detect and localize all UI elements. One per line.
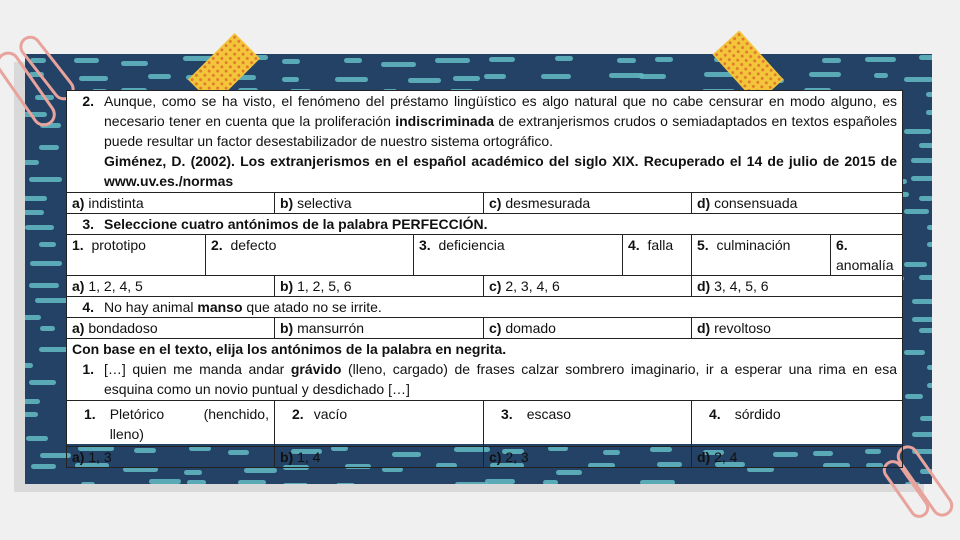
chalk-dash-decoration bbox=[919, 143, 932, 148]
option-cell[interactable] bbox=[67, 193, 275, 214]
chalk-dash-decoration bbox=[541, 74, 570, 79]
chalk-dash-decoration bbox=[336, 483, 355, 484]
q5-words-row bbox=[67, 401, 903, 447]
chalk-dash-decoration bbox=[39, 242, 56, 247]
word-cell: 2. vacío bbox=[275, 401, 484, 447]
chalk-dash-decoration bbox=[926, 110, 932, 115]
q3-prompt bbox=[67, 214, 903, 235]
chalk-dash-decoration bbox=[919, 55, 932, 60]
chalk-dash-decoration bbox=[865, 57, 896, 62]
chalk-dash-decoration bbox=[435, 58, 470, 63]
option-cell[interactable]: b) 1, 2, 5, 6 bbox=[275, 276, 484, 297]
chalk-dash-decoration bbox=[484, 74, 506, 79]
option-cell[interactable]: a) bondadoso bbox=[67, 318, 275, 339]
chalk-dash-decoration bbox=[81, 482, 95, 484]
chalk-dash-decoration bbox=[822, 58, 841, 63]
option-letter: a) bbox=[72, 195, 85, 211]
chalk-dash-decoration bbox=[244, 468, 277, 473]
option-letter: d) bbox=[697, 195, 711, 211]
chalk-dash-decoration bbox=[927, 383, 932, 388]
q4-bold-word: manso bbox=[197, 299, 243, 315]
chalk-dash-decoration bbox=[489, 57, 515, 62]
q4-prompt: 4. No hay animal manso que atado no se irrite. bbox=[67, 297, 903, 318]
chalk-dash-decoration bbox=[121, 61, 148, 66]
chalk-dash-decoration bbox=[31, 464, 56, 469]
word-cell: 3. escaso bbox=[484, 401, 692, 447]
chalk-dash-decoration bbox=[904, 129, 932, 134]
q2-citation: Giménez, D. (2002). Los extranjerismos en el español académico del siglo XIX. Recuperado el 14 de julio de 2015 de www.uv.es./normas bbox=[104, 153, 897, 189]
chalk-dash-decoration bbox=[40, 326, 55, 331]
option-cell[interactable] bbox=[484, 193, 692, 214]
chalk-dash-decoration bbox=[26, 436, 48, 441]
option-cell[interactable]: d) revoltoso bbox=[692, 318, 903, 339]
q3-words-row bbox=[67, 235, 903, 276]
option-cell[interactable]: c) 2, 3 bbox=[484, 447, 692, 468]
q3-number: 3. bbox=[82, 216, 94, 232]
word-cell: 5. culminación bbox=[692, 235, 831, 276]
word-cell: 4. sórdido bbox=[692, 401, 903, 447]
chalk-dash-decoration bbox=[25, 210, 44, 215]
option-cell[interactable]: a) 1, 3 bbox=[67, 447, 275, 468]
chalk-dash-decoration bbox=[617, 58, 636, 63]
q5-number: 1. bbox=[82, 361, 94, 377]
chalk-dash-decoration bbox=[874, 73, 889, 78]
chalk-dash-decoration bbox=[148, 74, 172, 79]
option-text: desmesurada bbox=[505, 195, 591, 211]
chalk-dash-decoration bbox=[927, 225, 932, 230]
chalk-dash-decoration bbox=[912, 299, 932, 304]
word-cell: 1. Pletórico (henchido, lleno) bbox=[67, 401, 275, 447]
q3-options-row bbox=[67, 276, 903, 297]
word-cell: 2. defecto bbox=[206, 235, 414, 276]
q5-heading: Con base en el texto, elija los antónimos de la palabra en negrita. bbox=[72, 341, 507, 357]
exam-sheet bbox=[66, 90, 902, 465]
chalk-dash-decoration bbox=[911, 176, 932, 181]
chalk-dash-decoration bbox=[35, 298, 69, 303]
chalk-dash-decoration bbox=[543, 480, 558, 484]
q2-text-b: de extranjerismos crudos o semiadaptados en textos españoles puede resultar un factor desestabilizador de nuestro sistema ortográfico. bbox=[104, 113, 897, 149]
chalk-dash-decoration bbox=[920, 416, 932, 421]
chalk-dash-decoration bbox=[25, 399, 40, 404]
option-cell[interactable]: c) 2, 3, 4, 6 bbox=[484, 276, 692, 297]
chalk-dash-decoration bbox=[29, 177, 63, 182]
option-text: selectiva bbox=[297, 195, 352, 211]
chalk-dash-decoration bbox=[912, 317, 932, 322]
option-cell[interactable]: c) domado bbox=[484, 318, 692, 339]
chalk-dash-decoration bbox=[187, 480, 206, 484]
chalk-dash-decoration bbox=[555, 56, 573, 61]
chalk-dash-decoration bbox=[904, 350, 924, 355]
chalk-dash-decoration bbox=[927, 242, 932, 247]
option-cell[interactable]: a) 1, 2, 4, 5 bbox=[67, 276, 275, 297]
chalk-dash-decoration bbox=[408, 78, 441, 83]
chalk-dash-decoration bbox=[25, 196, 47, 201]
chalk-dash-decoration bbox=[655, 57, 672, 62]
chalk-dash-decoration bbox=[25, 160, 39, 165]
chalk-dash-decoration bbox=[283, 483, 308, 484]
chalk-dash-decoration bbox=[282, 77, 299, 82]
chalk-dash-decoration bbox=[904, 77, 932, 82]
q5-options-row bbox=[67, 447, 903, 468]
q2-passage bbox=[67, 91, 903, 193]
chalk-dash-decoration bbox=[911, 158, 932, 163]
chalk-dash-decoration bbox=[455, 482, 489, 484]
chalk-dash-decoration bbox=[25, 315, 41, 320]
q5-passage: Con base en el texto, elija los antónimos de la palabra en negrita. 1. […] quien me manda andar grávido (lleno, cargado) de frases calzar sombrero imaginario, ir a esperar una rima en esa esquina como un novio puntual y desdichado […] bbox=[67, 339, 903, 401]
chalk-dash-decoration bbox=[335, 77, 368, 82]
chalk-dash-decoration bbox=[809, 72, 840, 77]
option-cell[interactable]: d) 2, 4 bbox=[692, 447, 903, 468]
chalk-dash-decoration bbox=[149, 479, 181, 484]
question-table bbox=[66, 90, 903, 468]
q2-number: 2. bbox=[82, 93, 94, 109]
q4-number: 4. bbox=[82, 299, 94, 315]
option-letter: c) bbox=[489, 195, 502, 211]
q2-text-a: Aunque, como se ha visto, el fenómeno del préstamo lingüístico es algo natural que no cabe censurar en modo alguno, es necesario tener en cuenta que la proliferación bbox=[104, 93, 897, 129]
chalk-dash-decoration bbox=[485, 479, 515, 484]
chalk-dash-decoration bbox=[238, 480, 266, 484]
chalk-dash-decoration bbox=[905, 394, 923, 399]
chalk-dash-decoration bbox=[556, 470, 582, 475]
chalk-dash-decoration bbox=[453, 76, 479, 81]
q2-options-row bbox=[67, 193, 903, 214]
chalk-dash-decoration bbox=[912, 432, 932, 437]
chalk-dash-decoration bbox=[904, 209, 929, 214]
chalk-dash-decoration bbox=[639, 74, 666, 79]
chalk-dash-decoration bbox=[184, 470, 201, 475]
option-cell[interactable]: b) mansurrón bbox=[275, 318, 484, 339]
q2-bold-word: indiscriminada bbox=[395, 113, 495, 129]
chalk-dash-decoration bbox=[926, 92, 932, 97]
chalk-dash-decoration bbox=[25, 412, 38, 417]
option-text: consensuada bbox=[714, 195, 798, 211]
option-cell[interactable] bbox=[275, 193, 484, 214]
chalk-dash-decoration bbox=[927, 365, 932, 370]
chalk-dash-decoration bbox=[74, 58, 99, 63]
q4-options-row bbox=[67, 318, 903, 339]
word-cell: 6. anomalía bbox=[831, 235, 903, 276]
chalk-dash-decoration bbox=[904, 262, 927, 267]
chalk-dash-decoration bbox=[919, 328, 932, 333]
option-cell[interactable]: d) 3, 4, 5, 6 bbox=[692, 276, 903, 297]
q5-bold-word: grávido bbox=[290, 361, 342, 377]
chalk-dash-decoration bbox=[919, 275, 932, 280]
chalk-dash-decoration bbox=[25, 363, 33, 368]
chalk-dash-decoration bbox=[79, 76, 107, 81]
chalk-dash-decoration bbox=[29, 380, 56, 385]
option-text: indistinta bbox=[88, 195, 144, 211]
option-letter: b) bbox=[280, 195, 294, 211]
chalk-dash-decoration bbox=[30, 261, 62, 266]
word-cell: 1. prototipo bbox=[67, 235, 206, 276]
chalk-dash-decoration bbox=[919, 196, 932, 201]
chalk-dash-decoration bbox=[29, 283, 59, 288]
option-cell[interactable]: b) 1, 4 bbox=[275, 447, 484, 468]
chalk-dash-decoration bbox=[282, 59, 299, 64]
chalk-dash-decoration bbox=[640, 480, 675, 484]
chalk-dash-decoration bbox=[381, 62, 416, 67]
word-cell: 3. deficiencia bbox=[414, 235, 623, 276]
word-cell: 4. falla bbox=[623, 235, 692, 276]
chalk-dash-decoration bbox=[39, 145, 59, 150]
option-cell[interactable] bbox=[692, 193, 903, 214]
chalk-dash-decoration bbox=[344, 58, 362, 63]
q3-prompt-text: Seleccione cuatro antónimos de la palabra PERFECCIÓN. bbox=[104, 216, 488, 232]
chalk-dash-decoration bbox=[25, 225, 54, 230]
